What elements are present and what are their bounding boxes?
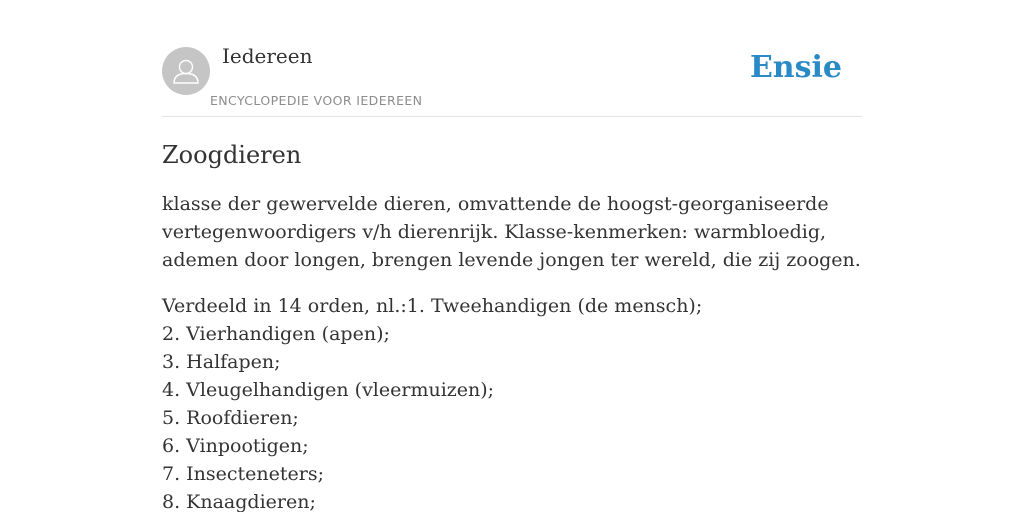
orders-list (162, 292, 862, 512)
list-line: 5. Roofdieren; (162, 407, 299, 429)
list-line: 4. Vleugelhandigen (vleermuizen); (162, 379, 495, 401)
article (162, 138, 862, 512)
list-line: 7. Insecteneters; (162, 463, 325, 485)
article-title: Zoogdieren (162, 141, 302, 169)
list-line: 6. Vinpootigen; (162, 435, 309, 457)
site-logo[interactable]: Ensie (749, 50, 842, 85)
site-tagline: ENCYCLOPEDIE VOOR IEDEREEN (210, 93, 423, 108)
article-paragraph: klasse der gewervelde dieren, omvattende de hoogst-georganiseerde vertegenwoordigers v/h dierenrijk. Klasse-kenmerken: warmbloedig, ademen door longen, brengen levende jongen ter wereld, die zij zoogen. (162, 193, 861, 271)
author-name[interactable]: Iedereen (222, 44, 313, 68)
avatar[interactable] (162, 47, 210, 95)
list-line: 2. Vierhandigen (apen); (162, 323, 390, 345)
list-line: Verdeeld in 14 orden, nl.:1. Tweehandigen (de mensch); (162, 295, 703, 317)
list-line: 8. Knaagdieren; (162, 491, 316, 512)
user-silhouette-icon (162, 47, 210, 95)
list-line: 3. Halfapen; (162, 351, 281, 373)
header (162, 0, 862, 117)
